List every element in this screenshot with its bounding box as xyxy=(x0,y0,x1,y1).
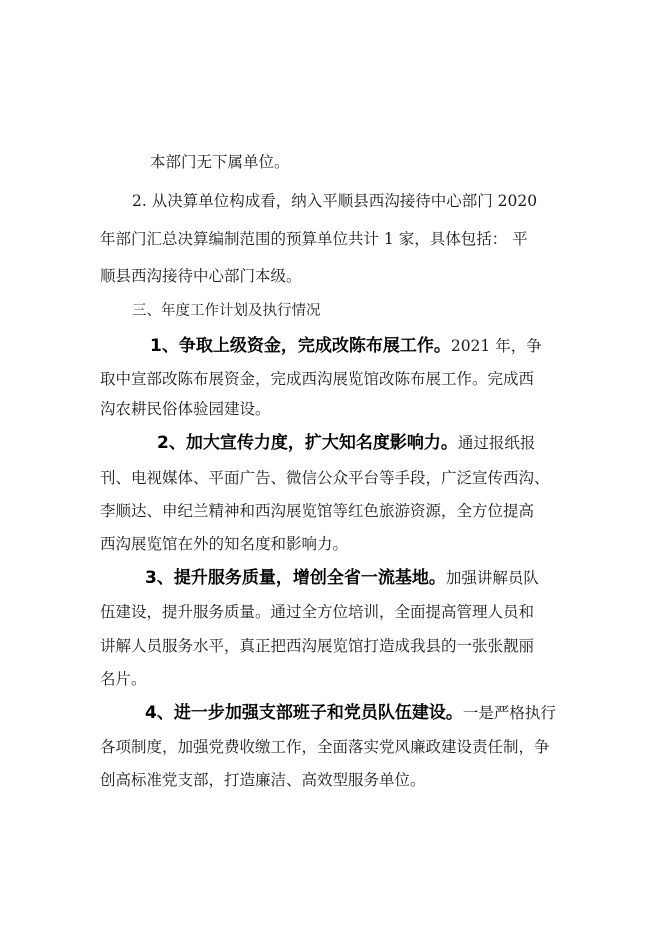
paragraph-line: 顺县西沟接待中心部门本级。 xyxy=(100,267,302,285)
item-text: 通过报纸报 xyxy=(457,434,536,452)
item-line: 李顺达、申纪兰精神和西沟展览馆等红色旅游资源，全方位提高 xyxy=(100,502,535,520)
item-first-line xyxy=(145,568,539,588)
item-first-line xyxy=(150,336,542,356)
item-line: 西沟展览馆在外的知名度和影响力。 xyxy=(100,535,349,553)
item-text: 2021 年，争 xyxy=(450,337,542,355)
item-line: 创高标准党支部，打造廉洁、高效型服务单位。 xyxy=(100,771,426,789)
item-heading: 4、进一步加强支部班子和党员队伍建设。 xyxy=(145,703,463,723)
paragraph-line: 年部门汇总决算编制范围的预算单位共计 1 家，具体包括： 平 xyxy=(100,230,528,248)
item-heading: 2、加大宣传力度，扩大知名度影响力。 xyxy=(157,433,458,453)
item-heading: 1、争取上级资金，完成改陈布展工作。 xyxy=(150,336,451,356)
item-text: 加强讲解员队 xyxy=(445,569,539,587)
item-line: 讲解人员服务水平，真正把西沟展览馆打造成我县的一张张靓丽 xyxy=(100,637,535,655)
item-heading: 3、提升服务质量，增创全省一流基地。 xyxy=(145,568,446,588)
item-line: 取中宣部改陈布展资金，完成西沟展览馆改陈布展工作。完成西 xyxy=(100,370,535,388)
section-heading: 三、年度工作计划及执行情况 xyxy=(132,303,321,319)
paragraph-line: 2. 从决算单位构成看，纳入平顺县西沟接待中心部门 2020 xyxy=(132,192,538,210)
item-text: 一是严格执行 xyxy=(462,704,556,722)
item-first-line xyxy=(157,433,535,453)
item-line: 各项制度，加强党费收缴工作，全面落实党风廉政建设责任制，争 xyxy=(100,738,550,756)
item-line: 沟农耕民俗体验园建设。 xyxy=(100,400,271,418)
item-first-line xyxy=(145,703,556,723)
item-line: 刊、电视媒体、平面广告、微信公众平台等手段，广泛宣传西沟、 xyxy=(100,469,550,487)
item-line: 名片。 xyxy=(100,670,147,688)
item-line: 伍建设，提升服务质量。通过全方位培训，全面提高管理人员和 xyxy=(100,603,535,621)
paragraph-line: 本部门无下属单位。 xyxy=(150,153,290,171)
